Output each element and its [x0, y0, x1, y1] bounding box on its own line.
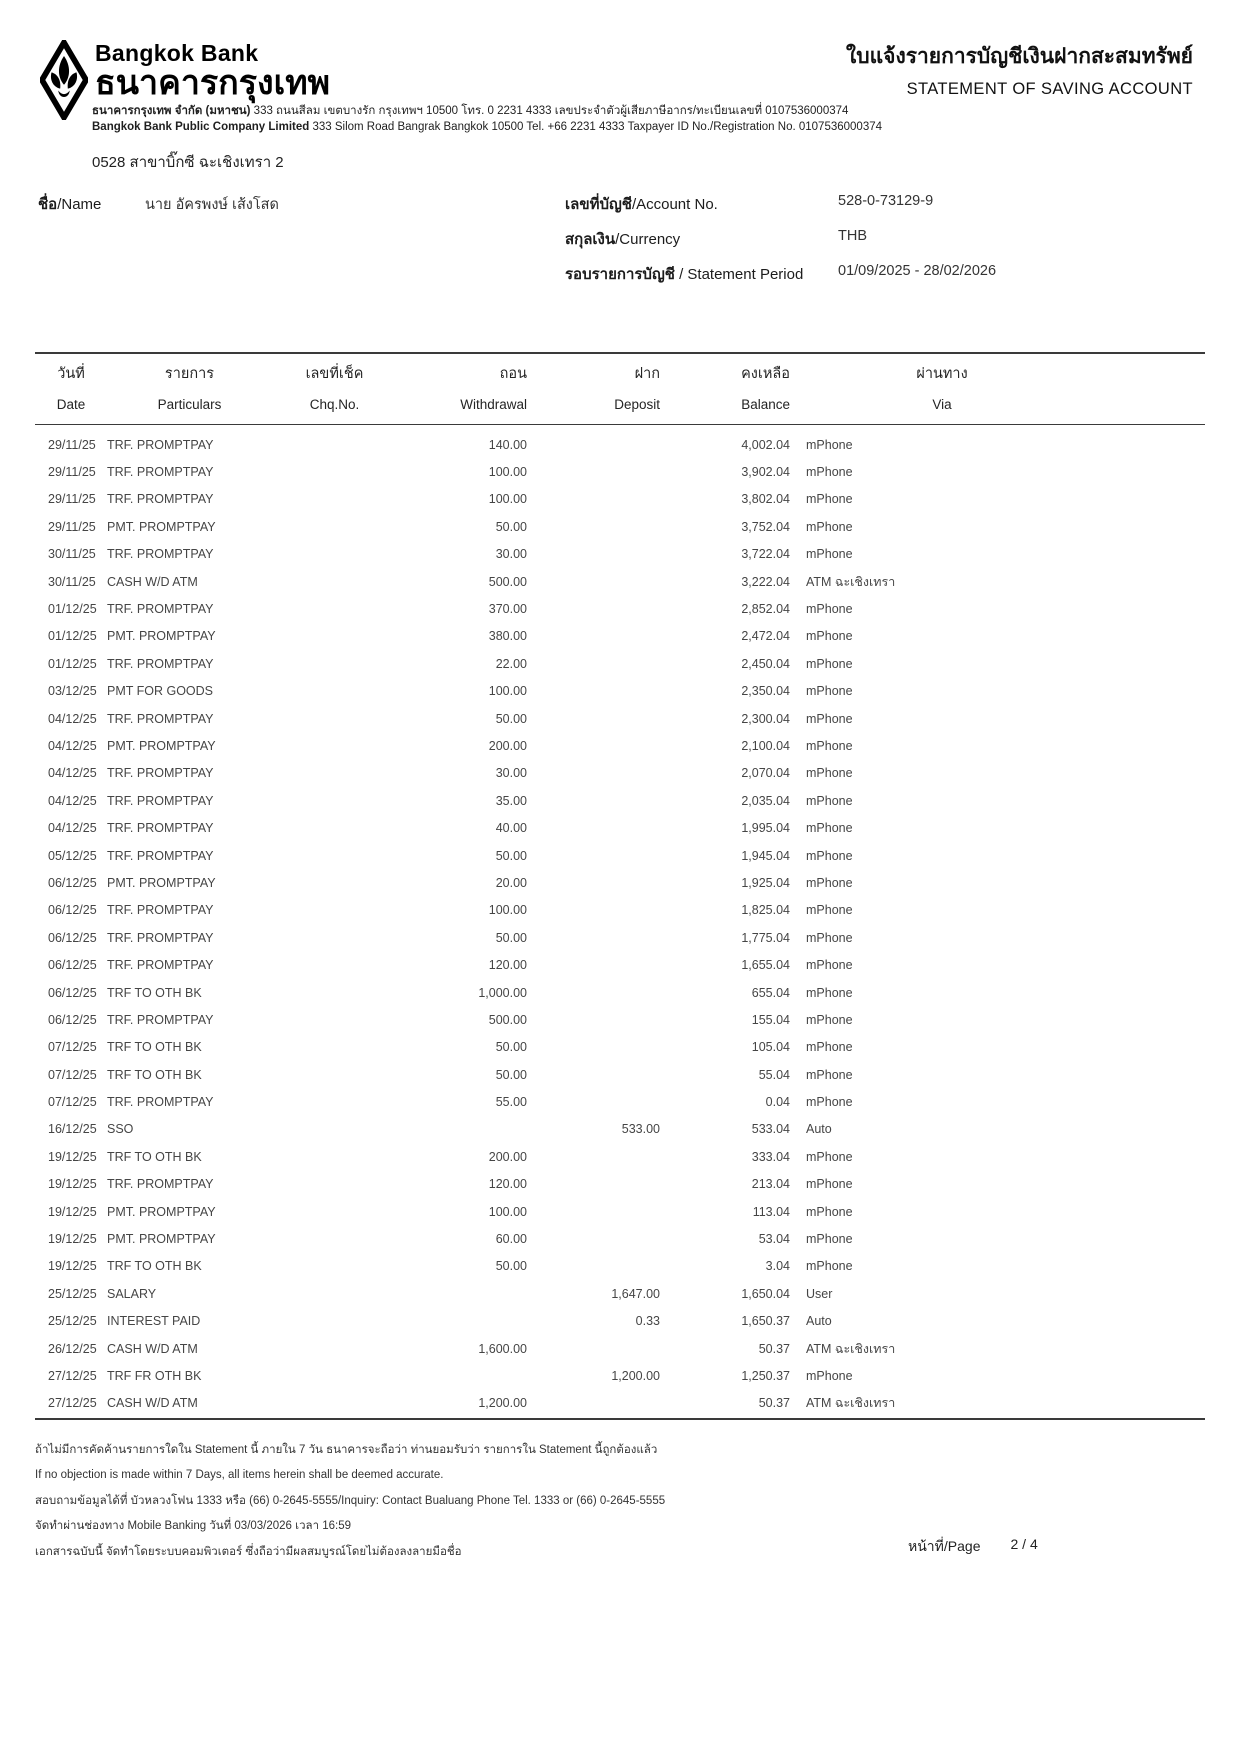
txn-balance: 3,902.04 — [741, 465, 790, 480]
col-header-th-deposit: ฝาก — [634, 366, 660, 382]
bank-company-english: Bangkok Bank Public Company Limited — [92, 120, 310, 133]
txn-particulars: TRF. PROMPTPAY — [107, 547, 214, 562]
txn-particulars: TRF. PROMPTPAY — [107, 766, 214, 781]
currency-label-english: /Currency — [615, 231, 681, 248]
txn-withdrawal: 50.00 — [495, 848, 527, 863]
col-header-th-via: ผ่านทาง — [916, 366, 968, 382]
txn-date: 06/12/25 — [48, 875, 97, 890]
table-header-en — [35, 389, 1205, 420]
bank-address-thai-rest: 333 ถนนสีลม เขตบางรัก กรุงเทพฯ 10500 โทร. 0 2231 4333 เลขประจำตัวผู้เสียภาษีอากร/ทะเบียนเลขที่ 0107536000374 — [250, 105, 849, 117]
table-row — [35, 732, 1205, 759]
txn-via: mPhone — [806, 656, 853, 671]
bank-address-block — [92, 104, 882, 135]
bank-address-thai — [92, 104, 882, 120]
txn-date: 04/12/25 — [48, 793, 97, 808]
txn-via: mPhone — [806, 958, 853, 973]
txn-date: 19/12/25 — [48, 1204, 97, 1219]
txn-via: mPhone — [806, 1368, 853, 1383]
document-title-block — [846, 40, 1193, 99]
col-header-th-date: วันที่ — [57, 366, 85, 382]
txn-particulars: TRF. PROMPTPAY — [107, 711, 214, 726]
txn-withdrawal: 50.00 — [495, 1040, 527, 1055]
table-row — [35, 1116, 1205, 1143]
txn-via: mPhone — [806, 930, 853, 945]
txn-balance: 55.04 — [758, 1067, 790, 1082]
table-row — [35, 979, 1205, 1006]
txn-particulars: TRF. PROMPTPAY — [107, 848, 214, 863]
col-header-en-withdrawal: Withdrawal — [460, 397, 527, 412]
txn-date: 19/12/25 — [48, 1232, 97, 1247]
txn-balance: 1,825.04 — [741, 903, 790, 918]
txn-balance: 1,995.04 — [741, 821, 790, 836]
txn-particulars: TRF FR OTH BK — [107, 1368, 202, 1383]
txn-via: mPhone — [806, 711, 853, 726]
txn-balance: 105.04 — [751, 1040, 790, 1055]
document-title-english: STATEMENT OF SAVING ACCOUNT — [906, 80, 1193, 98]
txn-particulars: PMT. PROMPTPAY — [107, 1232, 216, 1247]
txn-via: mPhone — [806, 465, 853, 480]
txn-balance: 2,100.04 — [741, 738, 790, 753]
txn-balance: 655.04 — [751, 985, 790, 1000]
table-row — [35, 842, 1205, 869]
txn-date: 29/11/25 — [48, 437, 96, 452]
txn-balance: 2,070.04 — [741, 766, 790, 781]
transactions-body — [35, 431, 1205, 1417]
footer-note-line: ถ้าไม่มีการคัดค้านรายการใดใน Statement นี้ ภายใน 7 วัน ธนาคารจะถือว่า ท่านยอมรับว่า รายการใน Statement นี้ถูกต้องแล้ว — [35, 1444, 658, 1456]
branch-name: 0528 สาขาบิ๊กซี ฉะเชิงเทรา 2 — [92, 154, 284, 171]
txn-balance: 333.04 — [751, 1149, 790, 1164]
table-row — [35, 1335, 1205, 1362]
txn-withdrawal: 30.00 — [495, 547, 527, 562]
table-row — [35, 951, 1205, 978]
txn-withdrawal: 50.00 — [495, 1259, 527, 1274]
currency-label-thai: สกุลเงิน — [565, 231, 616, 248]
table-top-rule — [35, 352, 1205, 354]
txn-balance: 2,350.04 — [741, 684, 790, 699]
bank-company-thai: ธนาคารกรุงเทพ จำกัด (มหาชน) — [92, 105, 251, 117]
table-row — [35, 1061, 1205, 1088]
txn-withdrawal: 100.00 — [488, 903, 527, 918]
txn-date: 03/12/25 — [48, 684, 97, 699]
txn-withdrawal: 200.00 — [488, 738, 527, 753]
statement-period-label — [565, 262, 803, 286]
txn-particulars: TRF. PROMPTPAY — [107, 1012, 214, 1027]
txn-via: User — [806, 1286, 833, 1301]
txn-particulars: TRF. PROMPTPAY — [107, 656, 214, 671]
txn-balance: 1,925.04 — [741, 875, 790, 890]
txn-withdrawal: 100.00 — [488, 684, 527, 699]
statement-period-value: 01/09/2025 - 28/02/2026 — [838, 263, 997, 279]
table-row — [35, 568, 1205, 595]
txn-date: 19/12/25 — [48, 1177, 97, 1192]
txn-via: mPhone — [806, 821, 853, 836]
txn-particulars: TRF. PROMPTPAY — [107, 602, 214, 617]
txn-via: mPhone — [806, 1232, 853, 1247]
bank-name-english: Bangkok Bank — [95, 40, 259, 66]
txn-withdrawal: 40.00 — [495, 821, 527, 836]
col-header-th-particulars: รายการ — [164, 366, 215, 382]
table-row — [35, 1308, 1205, 1335]
txn-via: mPhone — [806, 547, 853, 562]
txn-date: 06/12/25 — [48, 930, 97, 945]
txn-balance: 155.04 — [751, 1012, 790, 1027]
table-bottom-rule — [35, 1418, 1205, 1420]
txn-particulars: TRF TO OTH BK — [107, 985, 202, 1000]
table-row — [35, 623, 1205, 650]
txn-balance: 3,722.04 — [741, 547, 790, 562]
txn-withdrawal: 22.00 — [495, 656, 527, 671]
txn-via: mPhone — [806, 793, 853, 808]
table-header — [35, 358, 1205, 420]
col-header-en-particulars: Particulars — [157, 397, 222, 412]
txn-balance: 3,802.04 — [741, 492, 790, 507]
txn-date: 30/11/25 — [48, 574, 96, 589]
name-label-thai: ชื่อ — [38, 196, 58, 213]
txn-deposit: 533.00 — [621, 1122, 660, 1137]
col-header-en-date: Date — [56, 397, 86, 412]
txn-balance: 1,655.04 — [741, 958, 790, 973]
txn-withdrawal: 1,200.00 — [478, 1396, 527, 1411]
txn-particulars: TRF TO OTH BK — [107, 1067, 202, 1082]
txn-particulars: TRF TO OTH BK — [107, 1040, 202, 1055]
txn-date: 29/11/25 — [48, 492, 96, 507]
txn-balance: 2,472.04 — [741, 629, 790, 644]
table-row — [35, 458, 1205, 485]
txn-withdrawal: 370.00 — [488, 602, 527, 617]
txn-date: 30/11/25 — [48, 547, 96, 562]
txn-particulars: TRF. PROMPTPAY — [107, 903, 214, 918]
table-row — [35, 787, 1205, 814]
txn-via: ATM ฉะเชิงเทรา — [806, 574, 896, 589]
currency-label — [565, 227, 680, 251]
col-header-th-chqno: เลขที่เช็ค — [305, 366, 364, 382]
txn-balance: 1,945.04 — [741, 848, 790, 863]
txn-withdrawal: 200.00 — [488, 1149, 527, 1164]
txn-via: mPhone — [806, 985, 853, 1000]
txn-particulars: PMT. PROMPTPAY — [107, 1204, 216, 1219]
txn-particulars: TRF. PROMPTPAY — [107, 793, 214, 808]
txn-date: 04/12/25 — [48, 711, 97, 726]
bank-address-english-rest: 333 Silom Road Bangrak Bangkok 10500 Tel. +66 2231 4333 Taxpayer ID No./Registration No. 0107536000374 — [309, 120, 883, 133]
table-row — [35, 1225, 1205, 1252]
txn-withdrawal: 60.00 — [495, 1232, 527, 1247]
footer-note-line: สอบถามข้อมูลได้ที่ บัวหลวงโฟน 1333 หรือ (66) 0-2645-5555/Inquiry: Contact Bualuang Phone Tel. 1333 or (66) 0-2645-5555 — [35, 1494, 666, 1507]
bank-address-english — [92, 120, 882, 136]
txn-via: ATM ฉะเชิงเทรา — [806, 1341, 896, 1356]
txn-date: 01/12/25 — [48, 602, 97, 617]
txn-via: mPhone — [806, 738, 853, 753]
table-header-th — [35, 358, 1205, 389]
txn-date: 26/12/25 — [48, 1341, 97, 1356]
txn-deposit: 1,647.00 — [611, 1286, 660, 1301]
table-row — [35, 1006, 1205, 1033]
txn-withdrawal: 140.00 — [488, 437, 527, 452]
txn-balance: 3,222.04 — [741, 574, 790, 589]
txn-particulars: CASH W/D ATM — [107, 574, 198, 589]
txn-balance: 50.37 — [758, 1341, 790, 1356]
txn-balance: 213.04 — [751, 1177, 790, 1192]
table-row — [35, 1034, 1205, 1061]
txn-balance: 1,650.37 — [741, 1314, 790, 1329]
txn-particulars: TRF. PROMPTPAY — [107, 821, 214, 836]
account-no-label-english: /Account No. — [631, 196, 718, 213]
page-number-value: 2 / 4 — [1010, 1536, 1038, 1552]
table-row — [35, 431, 1205, 458]
footer-note-line: จัดทำผ่านช่องทาง Mobile Banking วันที่ 03/03/2026 เวลา 16:59 — [35, 1520, 352, 1533]
txn-date: 29/11/25 — [48, 465, 96, 480]
txn-balance: 2,450.04 — [741, 656, 790, 671]
col-header-th-balance: คงเหลือ — [741, 366, 790, 382]
document-title-thai: ใบแจ้งรายการบัญชีเงินฝากสะสมทรัพย์ — [846, 45, 1193, 68]
bank-name-thai-logotype: ธนาคารกรุงเทพ — [95, 64, 331, 102]
txn-via: mPhone — [806, 1067, 853, 1082]
table-row — [35, 1143, 1205, 1170]
txn-via: mPhone — [806, 903, 853, 918]
table-row — [35, 486, 1205, 513]
txn-via: mPhone — [806, 1259, 853, 1274]
page-number — [908, 1536, 1038, 1558]
col-header-en-balance: Balance — [741, 397, 790, 412]
name-label-english: /Name — [57, 196, 102, 213]
txn-particulars: PMT. PROMPTPAY — [107, 519, 216, 534]
txn-deposit: 0.33 — [635, 1314, 660, 1329]
table-row — [35, 814, 1205, 841]
txn-date: 16/12/25 — [48, 1122, 97, 1137]
txn-date: 06/12/25 — [48, 958, 97, 973]
table-row — [35, 897, 1205, 924]
txn-particulars: PMT. PROMPTPAY — [107, 629, 216, 644]
lotus-diamond-icon — [40, 40, 88, 120]
txn-date: 07/12/25 — [48, 1095, 97, 1110]
txn-withdrawal: 1,000.00 — [478, 985, 527, 1000]
footer-note-line: If no objection is made within 7 Days, all items herein shall be deemed accurate. — [35, 1469, 444, 1482]
txn-date: 07/12/25 — [48, 1040, 97, 1055]
txn-date: 06/12/25 — [48, 985, 97, 1000]
txn-balance: 2,035.04 — [741, 793, 790, 808]
txn-withdrawal: 100.00 — [488, 465, 527, 480]
txn-withdrawal: 55.00 — [495, 1095, 527, 1110]
txn-withdrawal: 35.00 — [495, 793, 527, 808]
txn-withdrawal: 20.00 — [495, 875, 527, 890]
txn-date: 04/12/25 — [48, 766, 97, 781]
txn-balance: 533.04 — [751, 1122, 790, 1137]
txn-via: Auto — [806, 1314, 832, 1329]
txn-particulars: TRF. PROMPTPAY — [107, 492, 214, 507]
txn-particulars: TRF TO OTH BK — [107, 1259, 202, 1274]
txn-withdrawal: 500.00 — [488, 574, 527, 589]
table-row — [35, 1088, 1205, 1115]
account-no-label-thai: เลขที่บัญชี — [565, 196, 632, 213]
txn-via: mPhone — [806, 1040, 853, 1055]
table-row — [35, 1280, 1205, 1307]
txn-balance: 4,002.04 — [741, 437, 790, 452]
txn-particulars: TRF. PROMPTPAY — [107, 1177, 214, 1192]
page-number-label: หน้าที่/Page — [908, 1538, 981, 1554]
txn-date: 29/11/25 — [48, 519, 96, 534]
txn-particulars: CASH W/D ATM — [107, 1396, 198, 1411]
txn-via: mPhone — [806, 1095, 853, 1110]
txn-via: mPhone — [806, 437, 853, 452]
txn-via: mPhone — [806, 684, 853, 699]
txn-withdrawal: 500.00 — [488, 1012, 527, 1027]
txn-date: 25/12/25 — [48, 1286, 97, 1301]
table-row — [35, 1171, 1205, 1198]
txn-via: mPhone — [806, 875, 853, 890]
account-no-value: 528-0-73129-9 — [838, 193, 934, 209]
txn-balance: 1,650.04 — [741, 1286, 790, 1301]
txn-particulars: TRF TO OTH BK — [107, 1149, 202, 1164]
table-row — [35, 1362, 1205, 1389]
txn-balance: 53.04 — [758, 1232, 790, 1247]
table-row — [35, 1390, 1205, 1417]
txn-withdrawal: 120.00 — [488, 1177, 527, 1192]
txn-withdrawal: 50.00 — [495, 519, 527, 534]
txn-withdrawal: 120.00 — [488, 958, 527, 973]
txn-withdrawal: 50.00 — [495, 1067, 527, 1082]
txn-particulars: PMT FOR GOODS — [107, 684, 214, 699]
txn-via: mPhone — [806, 1149, 853, 1164]
txn-balance: 2,852.04 — [741, 602, 790, 617]
table-row — [35, 924, 1205, 951]
txn-date: 19/12/25 — [48, 1259, 97, 1274]
txn-via: mPhone — [806, 766, 853, 781]
txn-date: 04/12/25 — [48, 738, 97, 753]
txn-via: mPhone — [806, 602, 853, 617]
txn-date: 27/12/25 — [48, 1396, 97, 1411]
table-row — [35, 869, 1205, 896]
txn-via: mPhone — [806, 1177, 853, 1192]
txn-via: ATM ฉะเชิงเทรา — [806, 1396, 896, 1411]
table-row — [35, 541, 1205, 568]
txn-date: 25/12/25 — [48, 1314, 97, 1329]
txn-particulars: TRF. PROMPTPAY — [107, 1095, 214, 1110]
table-row — [35, 1198, 1205, 1225]
txn-balance: 113.04 — [752, 1204, 790, 1219]
col-header-en-chqno: Chq.No. — [309, 397, 360, 412]
txn-date: 04/12/25 — [48, 821, 97, 836]
txn-withdrawal: 50.00 — [495, 930, 527, 945]
bangkok-bank-lotus-logo-icon — [40, 40, 88, 125]
txn-particulars: TRF. PROMPTPAY — [107, 930, 214, 945]
currency-value: THB — [838, 228, 867, 244]
txn-balance: 2,300.04 — [741, 711, 790, 726]
col-header-th-withdrawal: ถอน — [499, 366, 527, 382]
txn-particulars: CASH W/D ATM — [107, 1341, 198, 1356]
col-header-en-deposit: Deposit — [614, 397, 660, 412]
txn-balance: 50.37 — [758, 1396, 790, 1411]
txn-balance: 3,752.04 — [741, 519, 790, 534]
txn-date: 01/12/25 — [48, 629, 97, 644]
table-row — [35, 595, 1205, 622]
txn-via: mPhone — [806, 629, 853, 644]
txn-particulars: SALARY — [107, 1286, 157, 1301]
txn-balance: 1,250.37 — [741, 1368, 790, 1383]
footer-note-line: เอกสารฉบับนี้ จัดทำโดยระบบคอมพิวเตอร์ ซึ่งถือว่ามีผลสมบูรณ์โดยไม่ต้องลงลายมือชื่อ — [35, 1545, 462, 1558]
account-no-label — [565, 192, 718, 216]
txn-balance: 0.04 — [765, 1095, 790, 1110]
col-header-en-via: Via — [932, 397, 952, 412]
table-row — [35, 650, 1205, 677]
txn-via: Auto — [806, 1122, 832, 1137]
txn-date: 05/12/25 — [48, 848, 97, 863]
txn-particulars: PMT. PROMPTPAY — [107, 738, 216, 753]
txn-withdrawal: 50.00 — [495, 711, 527, 726]
table-row — [35, 705, 1205, 732]
txn-particulars: INTEREST PAID — [107, 1314, 201, 1329]
name-label — [38, 192, 101, 216]
txn-deposit: 1,200.00 — [611, 1368, 660, 1383]
txn-particulars: SSO — [107, 1122, 134, 1137]
txn-via: mPhone — [806, 519, 853, 534]
customer-name: นาย อัครพงษ์ เส้งโสด — [145, 197, 279, 213]
txn-withdrawal: 30.00 — [495, 766, 527, 781]
table-header-rule — [35, 424, 1205, 425]
txn-particulars: PMT. PROMPTPAY — [107, 875, 216, 890]
table-row — [35, 678, 1205, 705]
statement-period-label-thai: รอบรายการบัญชี — [565, 266, 675, 283]
txn-date: 07/12/25 — [48, 1067, 97, 1082]
txn-date: 19/12/25 — [48, 1149, 97, 1164]
txn-withdrawal: 1,600.00 — [478, 1341, 527, 1356]
txn-via: mPhone — [806, 1204, 853, 1219]
txn-date: 06/12/25 — [48, 903, 97, 918]
txn-particulars: TRF. PROMPTPAY — [107, 437, 214, 452]
txn-particulars: TRF. PROMPTPAY — [107, 958, 214, 973]
txn-date: 06/12/25 — [48, 1012, 97, 1027]
txn-balance: 3.04 — [765, 1259, 790, 1274]
txn-balance: 1,775.04 — [741, 930, 790, 945]
txn-via: mPhone — [806, 1012, 853, 1027]
txn-withdrawal: 100.00 — [488, 1204, 527, 1219]
txn-particulars: TRF. PROMPTPAY — [107, 465, 214, 480]
txn-date: 01/12/25 — [48, 656, 97, 671]
table-row — [35, 513, 1205, 540]
table-row — [35, 760, 1205, 787]
txn-date: 27/12/25 — [48, 1368, 97, 1383]
txn-via: mPhone — [806, 492, 853, 507]
txn-via: mPhone — [806, 848, 853, 863]
txn-withdrawal: 100.00 — [488, 492, 527, 507]
statement-period-label-english: / Statement Period — [674, 266, 804, 283]
table-row — [35, 1253, 1205, 1280]
txn-withdrawal: 380.00 — [488, 629, 527, 644]
